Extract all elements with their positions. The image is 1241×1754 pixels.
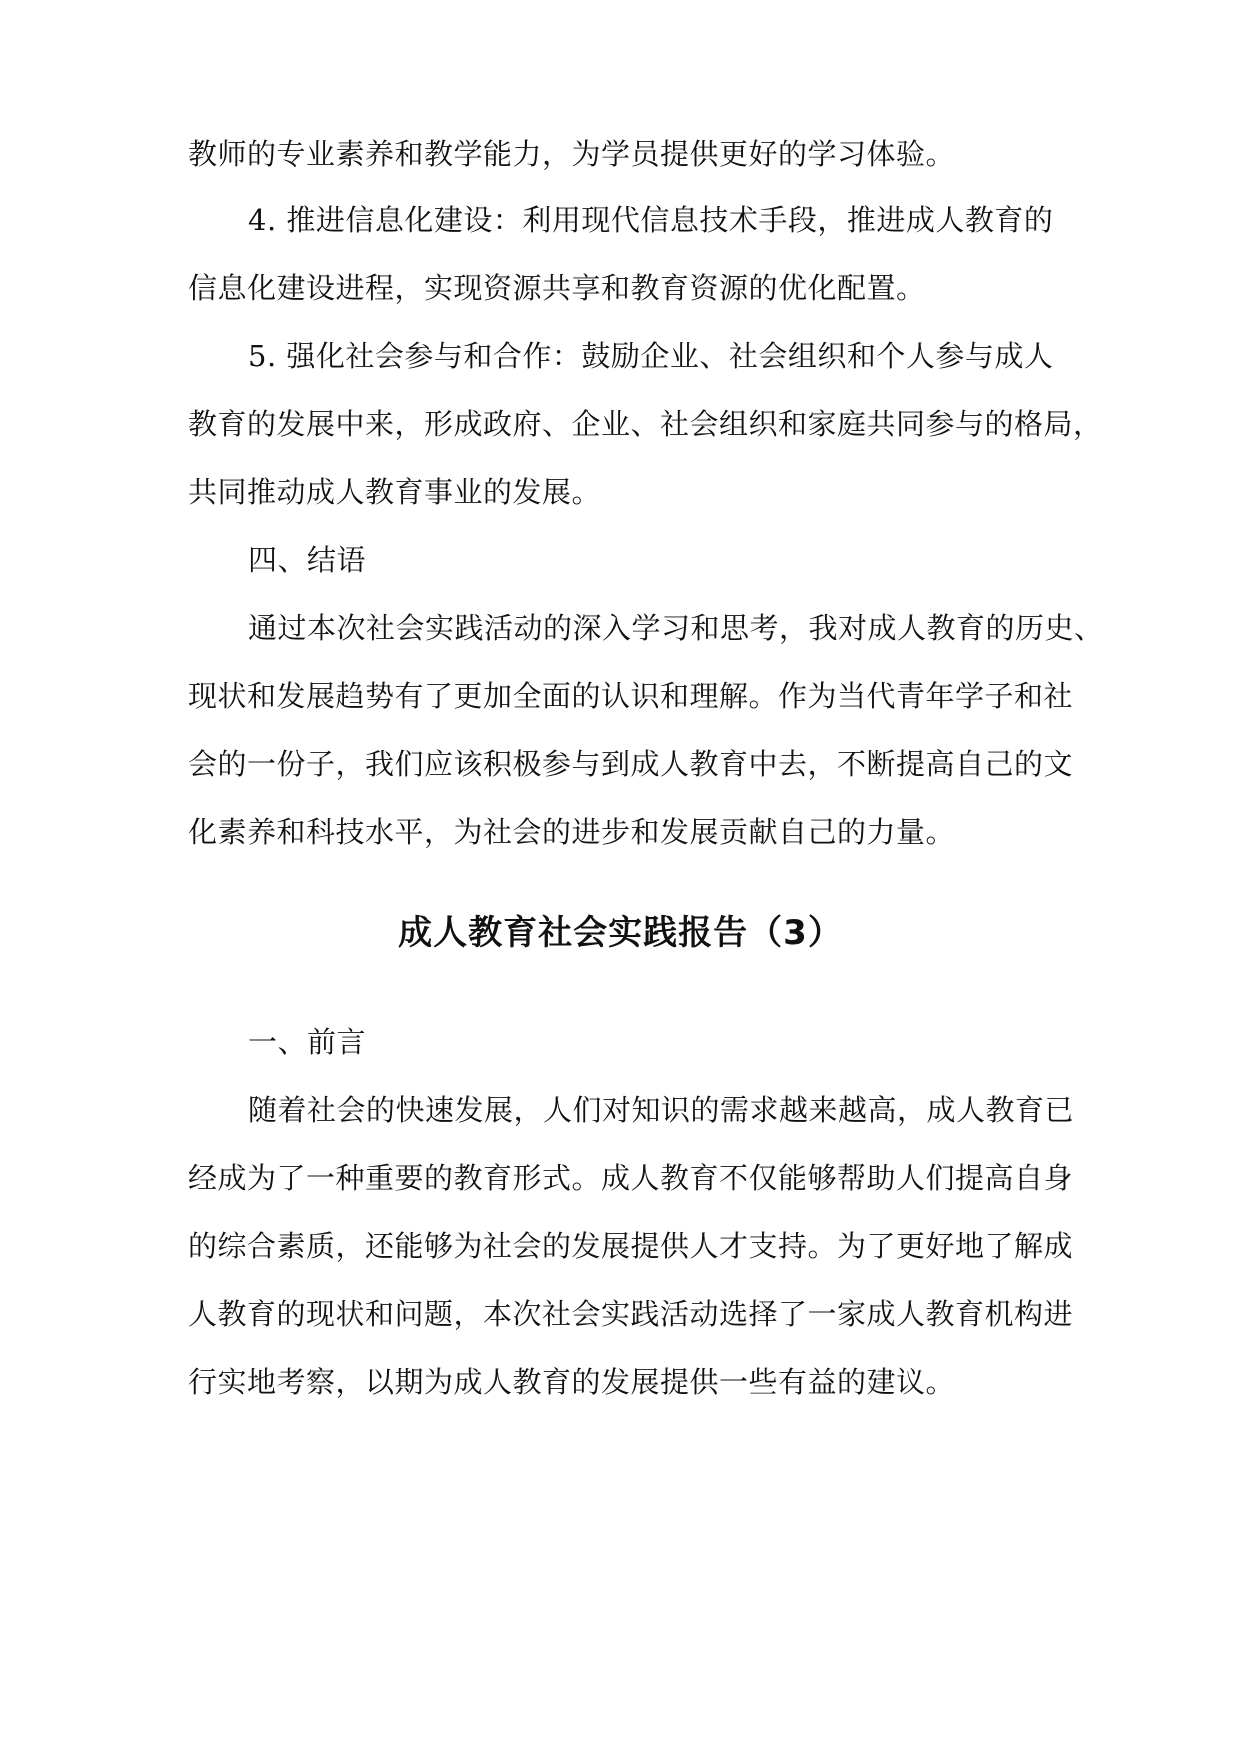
section-heading: 一、前言	[248, 1025, 367, 1059]
paragraph-line: 随着社会的快速发展，人们对知识的需求越来越高，成人教育已	[248, 1093, 1075, 1127]
report-title: 成人教育社会实践报告（3）	[398, 913, 843, 953]
paragraph-line: 人教育的现状和问题，本次社会实践活动选择了一家成人教育机构进	[188, 1297, 1074, 1331]
paragraph-line: 经成为了一种重要的教育形式。成人教育不仅能够帮助人们提高自身	[188, 1161, 1074, 1195]
section-heading: 四、结语	[248, 543, 367, 577]
paragraph-line: 现状和发展趋势有了更加全面的认识和理解。作为当代青年学子和社	[188, 679, 1074, 713]
paragraph-line: 化素养和科技水平，为社会的进步和发展贡献自己的力量。	[188, 815, 956, 849]
paragraph-line: 教师的专业素养和教学能力，为学员提供更好的学习体验。	[188, 137, 956, 171]
paragraph-line: 信息化建设进程，实现资源共享和教育资源的优化配置。	[188, 271, 926, 305]
paragraph-line: 会的一份子，我们应该积极参与到成人教育中去，不断提高自己的文	[188, 747, 1074, 781]
paragraph-line: 5. 强化社会参与和合作：鼓励企业、社会组织和个人参与成人	[248, 339, 1054, 373]
paragraph-line: 通过本次社会实践活动的深入学习和思考，我对成人教育的历史、	[248, 611, 1104, 645]
paragraph-line: 共同推动成人教育事业的发展。	[188, 475, 602, 509]
paragraph-line: 的综合素质，还能够为社会的发展提供人才支持。为了更好地了解成	[188, 1229, 1074, 1263]
paragraph-line: 教育的发展中来，形成政府、企业、社会组织和家庭共同参与的格局，	[188, 407, 1103, 441]
paragraph-line: 行实地考察，以期为成人教育的发展提供一些有益的建议。	[188, 1365, 956, 1399]
paragraph-line: 4. 推进信息化建设：利用现代信息技术手段，推进成人教育的	[248, 203, 1054, 237]
